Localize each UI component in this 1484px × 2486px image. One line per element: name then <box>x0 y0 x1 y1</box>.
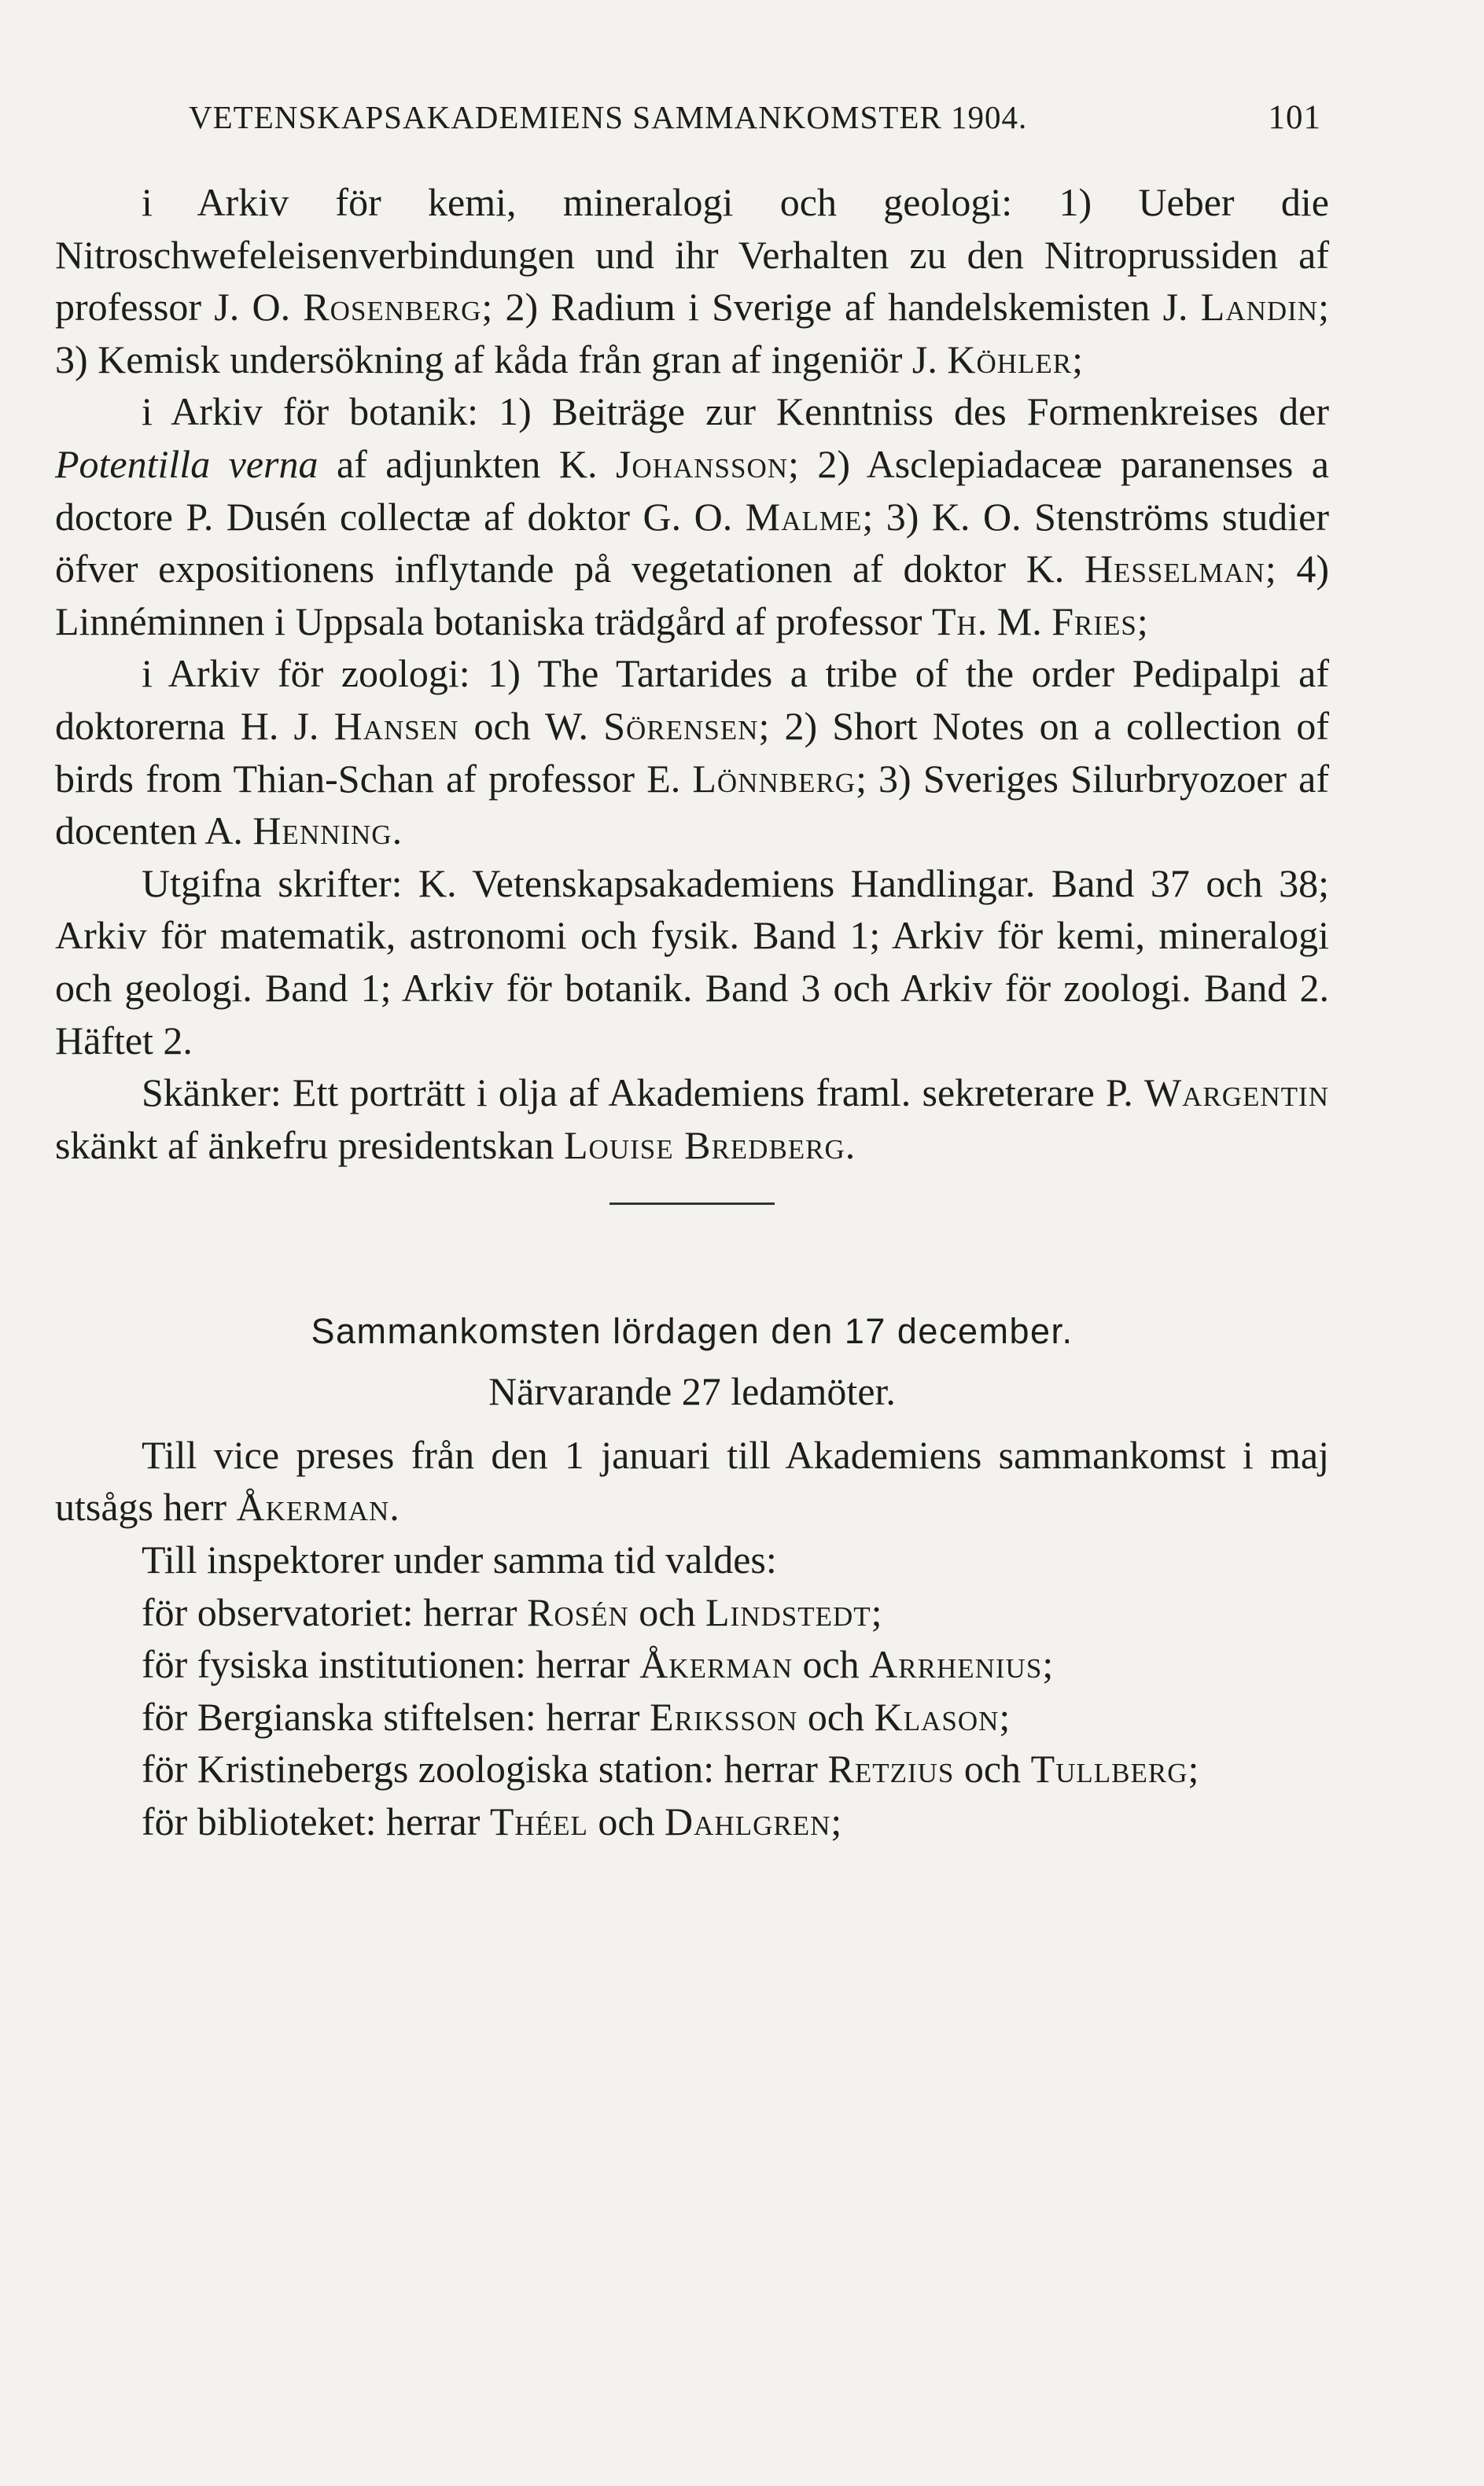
person-name: Rosenberg <box>303 285 482 330</box>
running-header-title: VETENSKAPSAKADEMIENS SAMMANKOMSTER 1904. <box>189 99 1028 135</box>
person-name: Retzius <box>827 1747 955 1792</box>
section-divider <box>609 1202 775 1205</box>
person-name: Eriksson <box>650 1694 798 1739</box>
person-name: Hesselman <box>1084 547 1265 591</box>
paragraph-inspektorer: Till inspektorer under samma tid valdes: <box>142 1538 777 1582</box>
list-item-fysiska-institutionen: för fysiska institutionen: herrar Åkerman och Arrhenius; <box>142 1642 1054 1687</box>
person-name: Lindstedt <box>705 1589 871 1634</box>
paragraph-skanker: Skänker: Ett porträtt i olja af Akademiens framl. sekreterare P. Wargentin skänkt af änkefru presidentskan Louise Bredberg. <box>55 1070 1329 1167</box>
paragraph-arkiv-botanik: i Arkiv för botanik: 1) Beiträge zur Kenntniss des Formenkreises der Potentilla verna af adjunkten K. Johansson; 2) Asclepiadaceæ paranenses a doctore P. Dusén collectæ af doktor G. O. Malme; 3) K. O. Stenströms studier öfver expositionens inflytande på vegetationen af doktor K. Hesselman; 4) Linnéminnen i Uppsala botaniska trädgård af professor Th. M. Fries; <box>55 389 1329 643</box>
person-name: Théel <box>489 1799 588 1844</box>
paragraph-arkiv-zoologi: i Arkiv för zoologi: 1) The Tartarides a tribe of the order Pedipalpi af doktorerna H. J. Hansen och W. Sörensen; 2) Short Notes on a collection of birds from Thian-Schan af professor E. Lönnberg; 3) Sveriges Silurbryozoer af docenten A. Henning. <box>55 651 1329 853</box>
list-item-kristinebergs-station: för Kristinebergs zoologiska station: herrar Retzius och Tullberg; <box>142 1747 1199 1792</box>
person-name: Dahlgren <box>665 1799 831 1844</box>
person-name: Louise Bredberg <box>564 1122 845 1167</box>
person-name: Tullberg <box>1030 1747 1188 1792</box>
person-name: Arrhenius <box>869 1642 1043 1687</box>
person-name: Klason <box>874 1694 1000 1739</box>
species-name: Potentilla verna <box>55 441 319 486</box>
person-name: Th <box>931 598 978 643</box>
person-name: Landin <box>1200 285 1319 330</box>
attendance-line: Närvarande 27 ledamöter. <box>488 1369 896 1414</box>
person-name: Hansen <box>333 703 459 748</box>
paragraph-arkiv-kemi: i Arkiv för kemi, mineralogi och geologi: 1) Ueber die Nitroschwefeleisenverbindungen und ihr Verhalten zu den Nitroprussiden af professor J. O. Rosenberg; 2) Radium i Sverige af handelskemisten J. Landin; 3) Kemisk undersökning af kåda från gran af ingeniör J. Köhler; <box>55 180 1329 381</box>
person-name: Åkerman <box>236 1485 390 1530</box>
list-item-biblioteket: för biblioteket: herrar Théel och Dahlgren; <box>142 1799 842 1844</box>
list-item-observatoriet: för observatoriet: herrar Rosén och Lindstedt; <box>142 1589 882 1634</box>
person-name: Köhler <box>947 337 1073 381</box>
person-name: Rosén <box>527 1589 629 1634</box>
running-header <box>189 98 1321 145</box>
paragraph-vice-preses: Till vice preses från den 1 januari till Akademiens sammankomst i maj utsågs herr Åkerman. <box>55 1432 1329 1530</box>
person-name: Sörensen <box>603 703 759 748</box>
paragraph-utgifna-skrifter: Utgifna skrifter: K. Vetenskapsakademiens Handlingar. Band 37 och 38; Arkiv för matematik, astronomi och fysik. Band 1; Arkiv för kemi, mineralogi och geologi. Band 1; Arkiv för botanik. Band 3 och Arkiv för zoologi. Band 2. Häftet 2. <box>55 860 1329 1063</box>
page-body <box>55 176 1329 1848</box>
person-name: Fries <box>1051 598 1137 643</box>
person-name: Johansson <box>615 441 788 486</box>
page-number: 101 <box>1268 99 1321 136</box>
person-name: Henning <box>252 808 392 853</box>
person-name: Lönnberg <box>692 756 856 801</box>
person-name: Wargentin <box>1143 1070 1329 1115</box>
person-name: Åkerman <box>639 1642 793 1687</box>
list-item-bergianska-stiftelsen: för Bergianska stiftelsen: herrar Eriksson och Klason; <box>142 1694 1011 1739</box>
person-name: Malme <box>745 494 863 539</box>
section-heading: Sammankomsten lördagen den 17 december. <box>311 1311 1073 1352</box>
